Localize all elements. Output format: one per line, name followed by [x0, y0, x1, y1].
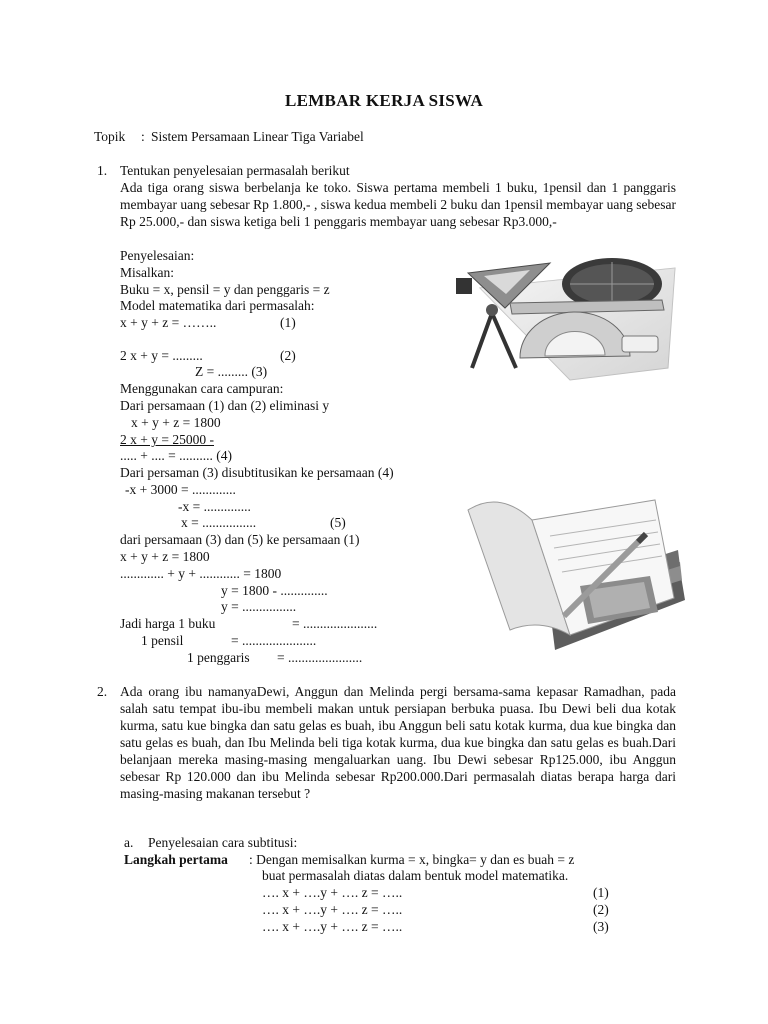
q1-number: 1.: [97, 163, 108, 178]
geometry-tools-illustration: [450, 248, 682, 388]
q1-subst-step3-number: (5): [330, 515, 346, 530]
q2-model-row-1: …. x + ….y + …. z = …..: [262, 885, 403, 900]
topic-value: Sistem Persamaan Linear Tiga Variabel: [151, 129, 364, 144]
q1-eq2: 2 x + y = .........: [120, 348, 203, 363]
q1-elim-step2: 2 x + y = 25000 -: [120, 432, 214, 447]
q2-model-row-2: …. x + ….y + …. z = …..: [262, 902, 403, 917]
q1-subst-step3: x = ................: [181, 515, 257, 530]
q1-eq1: x + y + z = ……..: [120, 315, 217, 330]
q1-final-step2: ............. + y + ............ = 1800: [120, 566, 282, 581]
q1-misalkan: Misalkan:: [120, 265, 174, 280]
q1-answer-penggaris-value: = ......................: [277, 650, 363, 665]
q1-elim-result: ..... + .... = .......... (4): [120, 448, 232, 463]
q1-subst-step1: -x + 3000 = .............: [125, 482, 236, 497]
q1-heading: Tentukan penyelesaian permasalah berikut: [120, 163, 350, 178]
q2-langkah-text: : Dengan memisalkan kurma = x, bingka= y dan es buah = z: [249, 852, 575, 867]
q2-langkah-text-continued: buat permasalah diatas dalam bentuk model matematika.: [262, 868, 569, 883]
q1-cara: Menggunakan cara campuran:: [120, 381, 284, 396]
q2a-label: a.: [124, 835, 134, 850]
q2-model-row-2-number: (2): [593, 902, 609, 917]
q1-subst-step2: -x = ..............: [178, 499, 251, 514]
q1-elim: Dari persamaan (1) dan (2) eliminasi y: [120, 398, 330, 413]
q2-model-row-3-number: (3): [593, 919, 609, 934]
q2-model-row-3: …. x + ….y + …. z = …..: [262, 919, 403, 934]
q1-final-step3: y = 1800 - ..............: [221, 583, 328, 598]
q1-answer-buku-label: Jadi harga 1 buku: [120, 616, 216, 631]
q1-answer-pensil-label: 1 pensil: [141, 633, 184, 648]
q2a-text: Penyelesaian cara subtitusi:: [148, 835, 298, 850]
q2-problem: Ada orang ibu namanyaDewi, Anggun dan Melinda pergi bersama-sama kepasar Ramadhan, pada salah satu tempat ibu-ibu membeli makan untuk persiapan berbuka puasa. Ibu Dewi beli dua kotak kurma, satu kue bingka dan satu gelas es buah, ibu Anggun beli satu kotak kurma, dua kue bingka dan satu gelas es buah, dan Ibu Melinda beli tiga kotak kurma, dua kue bingka dan satu gelas es buah.Dari belanjaan mereka masing-masing mengaluarkan uang. Ibu Dewi sebesar Rp125.000, ibu Anggun sebesar Rp 120.000 dan ibu Melinda sebesar Rp200.000.Dari permasalah diatas berapa harga dari masing-masing makanan tersebut ?: [120, 684, 676, 801]
q1-dari: dari persamaan (3) dan (5) ke persamaan (1): [120, 532, 360, 547]
q1-elim-step1: x + y + z = 1800: [131, 415, 221, 430]
topic-label: Topik: [94, 129, 126, 144]
q1-final-step1: x + y + z = 1800: [120, 549, 210, 564]
q2-model-row-1-number: (1): [593, 885, 609, 900]
q2-number: 2.: [97, 684, 108, 699]
books-notebook-illustration: [460, 490, 686, 655]
q1-model: Model matematika dari permasalah:: [120, 298, 315, 313]
q1-answer-pensil-value: = ......................: [231, 633, 317, 648]
topic-separator: :: [141, 129, 145, 144]
q1-penyelesaian: Penyelesaian:: [120, 248, 195, 263]
q1-subst: Dari persaman (3) disubtitusikan ke persamaan (4): [120, 465, 394, 480]
q1-problem: Ada tiga orang siswa berbelanja ke toko. Siswa pertama membeli 1 buku, 1pensil dan 1 panggaris membayar uang sebesar Rp 1.800,- , siswa kedua membeli 2 buku dan 1pensil membayar uang sebesar Rp 25.000,- dan siswa ketiga beli 1 penggaris membayar uang sebesar Rp3.000,-: [120, 180, 676, 229]
q1-eq3: Z = ......... (3): [195, 364, 268, 379]
q1-vars: Buku = x, pensil = y dan penggaris = z: [120, 282, 330, 297]
q1-answer-penggaris-label: 1 penggaris: [187, 650, 250, 665]
q1-eq2-number: (2): [280, 348, 296, 363]
q1-eq1-number: (1): [280, 315, 296, 330]
q1-answer-buku-value: = ......................: [292, 616, 378, 631]
q2-langkah-label: Langkah pertama: [124, 852, 228, 867]
page-title: LEMBAR KERJA SISWA: [284, 91, 484, 110]
q1-final-step4: y = ................: [221, 599, 297, 614]
